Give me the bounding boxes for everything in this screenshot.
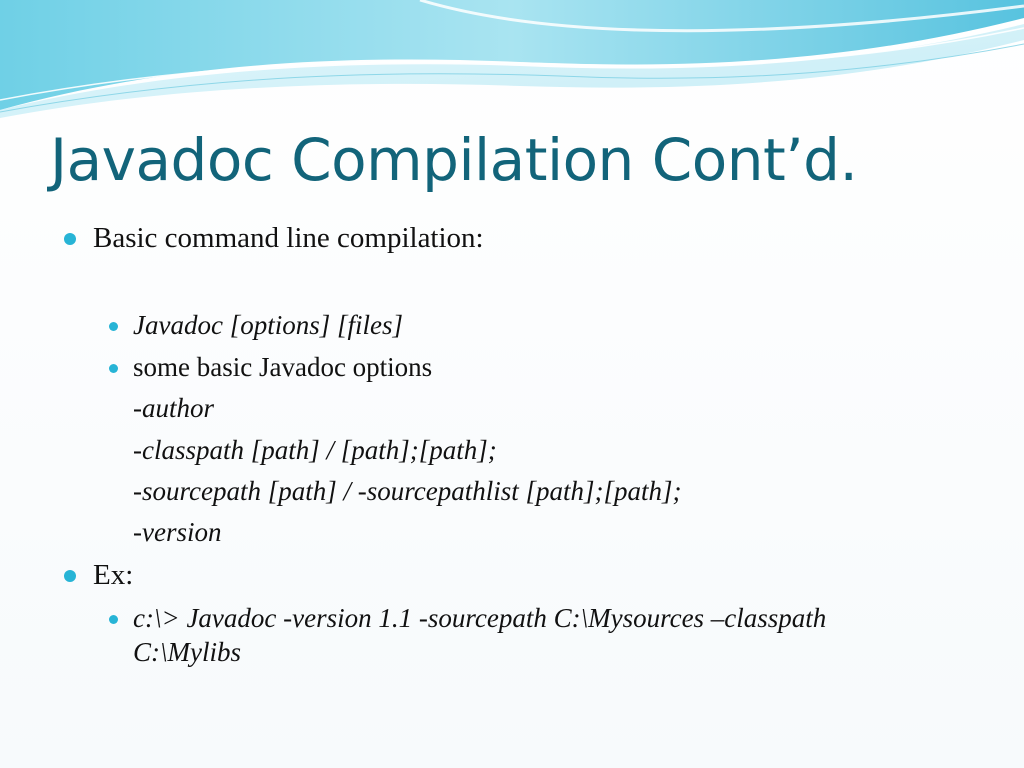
bullet-icon — [64, 233, 76, 245]
bullet-icon — [109, 364, 118, 373]
bullet-text: Javadoc [options] [files] — [133, 310, 403, 340]
bullet-icon — [109, 615, 118, 624]
option-line: -sourcepath [path] / -sourcepathlist [path];[path]; — [133, 476, 682, 506]
bullet-icon — [109, 322, 118, 331]
bullet-text: Basic command line compilation: — [93, 222, 484, 254]
example-line: c:\> Javadoc -version 1.1 -sourcepath C:\Mysources –classpath — [133, 603, 827, 633]
bullet-text: Ex: — [93, 559, 134, 591]
bullet-icon — [64, 570, 76, 582]
slide-title: Javadoc Compilation Cont’d. — [50, 126, 858, 194]
example-line: C:\Mylibs — [133, 637, 241, 667]
option-line: -author — [133, 393, 214, 423]
option-line: -version — [133, 517, 222, 547]
option-line: -classpath [path] / [path];[path]; — [133, 435, 497, 465]
bullet-text: some basic Javadoc options — [133, 352, 433, 382]
